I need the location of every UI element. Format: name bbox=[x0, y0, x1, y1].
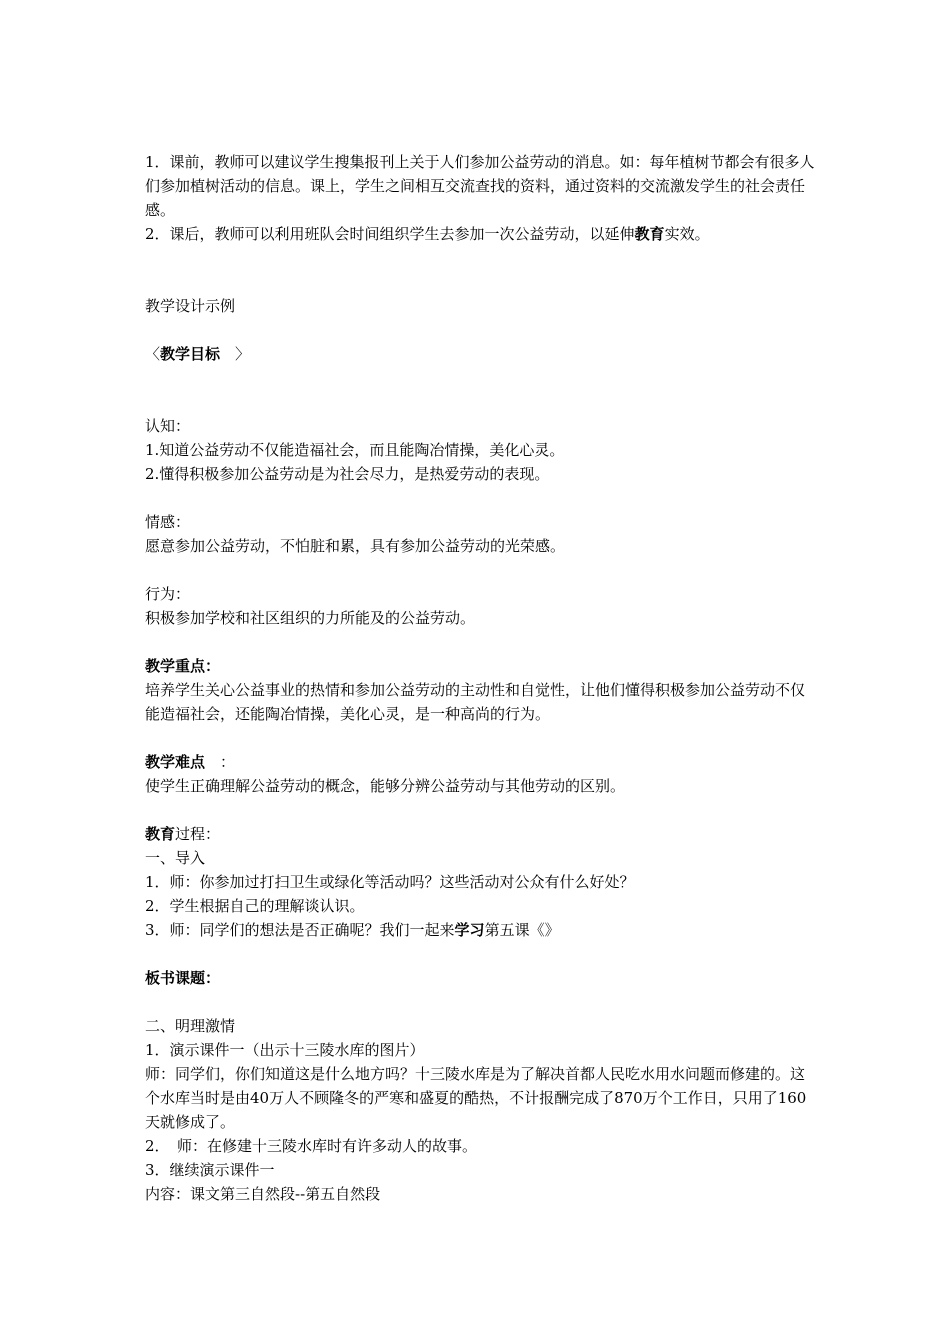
goal-heading-open: 〈 bbox=[145, 345, 161, 363]
key-point-label: 教学重点： bbox=[145, 657, 221, 675]
goal-heading bbox=[145, 342, 815, 366]
difficulty-label: 教学难点 bbox=[145, 753, 206, 771]
goal-heading-close: 〉 bbox=[220, 345, 251, 363]
section-2-teacher-text: 师：同学们，你们知道这是什么地方吗？十三陵水库是为了解决首都人民吃水用水问题而修建的。这个水库当时是由40万人不顾隆冬的严寒和盛夏的酷热，不计报酬完成了870万个工作日，只用了160天就修成了。 bbox=[145, 1065, 807, 1131]
document-page bbox=[145, 150, 815, 1206]
intro-item-2-text: 2．课后，教师可以利用班队会时间组织学生去参加一次公益劳动，以延伸 bbox=[145, 225, 635, 243]
section-1-item-2: 2．学生根据自己的理解谈认识。 bbox=[145, 897, 365, 915]
section-1-title: 一、导入 bbox=[145, 849, 206, 867]
key-point-text: 培养学生关心公益事业的热情和参加公益劳动的主动性和自觉性，让他们懂得积极参加公益劳动不仅能造福社会，还能陶冶情操，美化心灵，是一种高尚的行为。 bbox=[145, 681, 806, 723]
intro-item-2-bold: 教育 bbox=[634, 225, 665, 243]
cognition-item-2: 2.懂得积极参加公益劳动是为社会尽力，是热爱劳动的表现。 bbox=[145, 465, 550, 483]
behavior-label: 行为： bbox=[145, 585, 191, 603]
design-title: 教学设计示例 bbox=[145, 297, 236, 315]
board-title-label: 板书课题： bbox=[145, 969, 221, 987]
cognition-label: 认知： bbox=[145, 417, 191, 435]
difficulty-heading bbox=[145, 750, 815, 774]
process-heading bbox=[145, 822, 815, 846]
section-2-item-1: 1．演示课件一（出示十三陵水库的图片） bbox=[145, 1041, 425, 1059]
section-2-title: 二、明理激情 bbox=[145, 1017, 236, 1035]
section-1-item-3-text: 3．师：同学们的想法是否正确呢？我们一起来 bbox=[145, 921, 455, 939]
section-2-content: 内容：课文第三自然段--第五自然段 bbox=[145, 1185, 381, 1203]
section-2-item-3: 3．继续演示课件一 bbox=[145, 1161, 275, 1179]
emotion-text: 愿意参加公益劳动，不怕脏和累，具有参加公益劳动的光荣感。 bbox=[145, 537, 566, 555]
process-label-rest: 过程： bbox=[175, 825, 221, 843]
section-1-item-3-tail: 第五课《》 bbox=[484, 921, 560, 939]
section-1-item-1: 1．师：你参加过打扫卫生或绿化等活动吗？这些活动对公众有什么好处？ bbox=[145, 873, 635, 891]
section-1-item-3 bbox=[145, 918, 815, 942]
section-1-item-3-bold: 学习 bbox=[454, 921, 485, 939]
section-2-item-2: 2． 师：在修建十三陵水库时有许多动人的故事。 bbox=[145, 1137, 478, 1155]
difficulty-text: 使学生正确理解公益劳动的概念，能够分辨公益劳动与其他劳动的区别。 bbox=[145, 777, 626, 795]
intro-item-1: 1．课前，教师可以建议学生搜集报刊上关于人们参加公益劳动的消息。如：每年植树节都会有很多人们参加植树活动的信息。课上，学生之间相互交流查找的资料，通过资料的交流激发学生的社会责任感。 bbox=[145, 153, 815, 219]
behavior-text: 积极参加学校和社区组织的力所能及的公益劳动。 bbox=[145, 609, 476, 627]
emotion-label: 情感： bbox=[145, 513, 191, 531]
difficulty-colon: ： bbox=[205, 753, 236, 771]
cognition-item-1: 1.知道公益劳动不仅能造福社会，而且能陶冶情操，美化心灵。 bbox=[145, 441, 565, 459]
process-label-bold: 教育 bbox=[145, 825, 176, 843]
intro-item-2 bbox=[145, 222, 815, 246]
intro-item-2-tail: 实效。 bbox=[664, 225, 710, 243]
goal-heading-text: 教学目标 bbox=[160, 345, 221, 363]
